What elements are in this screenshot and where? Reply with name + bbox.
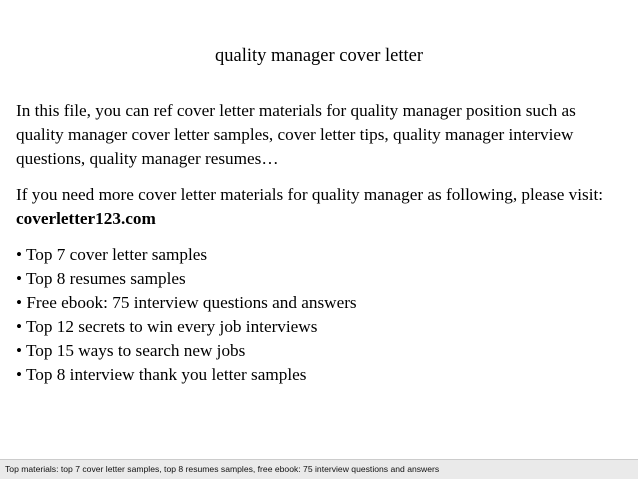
site-link[interactable]: coverletter123.com xyxy=(16,209,156,228)
document-body xyxy=(16,99,626,387)
list-item: • Top 12 secrets to win every job interviews xyxy=(16,317,318,336)
intro-paragraph: In this file, you can ref cover letter materials for quality manager position such as quality manager cover letter samples, cover letter tips, quality manager interview questions, quality manager resumes… xyxy=(16,101,576,168)
list-item: • Top 15 ways to search new jobs xyxy=(16,341,246,360)
footer-bar xyxy=(0,459,638,479)
list-item: • Top 8 resumes samples xyxy=(16,269,186,288)
visit-paragraph xyxy=(16,183,626,231)
materials-list xyxy=(16,243,626,387)
list-item: • Free ebook: 75 interview questions and answers xyxy=(16,293,357,312)
document-title: quality manager cover letter xyxy=(214,46,424,66)
list-item: • Top 7 cover letter samples xyxy=(16,245,208,264)
footer-text: Top materials: top 7 cover letter samples, top 8 resumes samples, free ebook: 75 interview questions and answers xyxy=(5,464,440,474)
list-item: • Top 8 interview thank you letter samples xyxy=(16,365,307,384)
visit-paragraph-text: If you need more cover letter materials for quality manager as following, please visit: xyxy=(16,185,604,204)
